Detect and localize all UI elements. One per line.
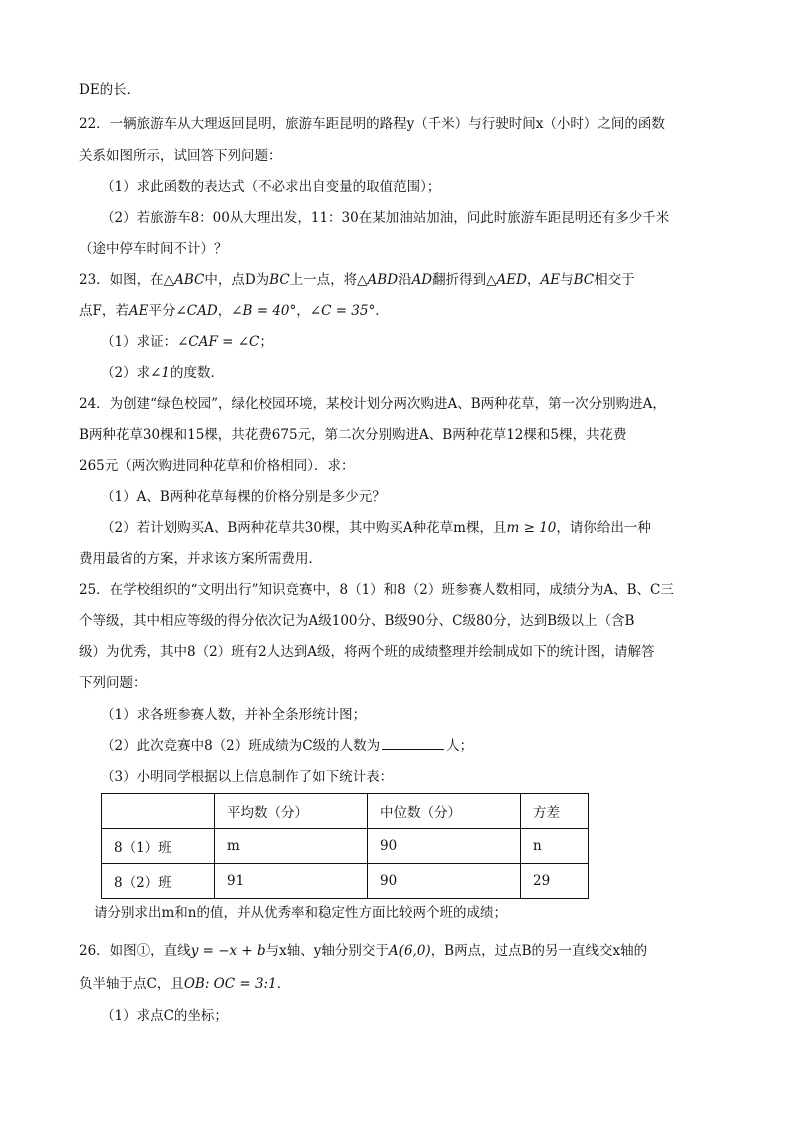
math-expr: ∠B = 40° bbox=[231, 303, 297, 319]
subquestion: （1）求点C的坐标； bbox=[101, 1008, 228, 1024]
text-line: 下列问题： bbox=[79, 675, 147, 691]
question-22: 22．一辆旅游车从大理返回昆明，旅游车距昆明的路程y（千米）与行驶时间x（小时）之间的函数 bbox=[79, 116, 665, 132]
math-expr: m ≥ 10 bbox=[506, 520, 557, 536]
answer-blank bbox=[382, 736, 444, 750]
math-expr: ∠CAD bbox=[175, 303, 218, 319]
question-26 bbox=[79, 941, 647, 961]
table-cell: 91 bbox=[215, 864, 368, 899]
subquestion bbox=[101, 363, 224, 383]
text: （1）求证： bbox=[101, 334, 178, 350]
math-expr: ∠1 bbox=[150, 365, 170, 381]
math-expr: △ABC bbox=[163, 272, 205, 288]
text-line bbox=[79, 974, 290, 994]
table-row bbox=[102, 864, 589, 899]
text: 翻折得到 bbox=[432, 272, 487, 288]
subquestion bbox=[101, 332, 273, 352]
table-cell: 8（1）班 bbox=[102, 829, 215, 864]
subquestion: （1）求此函数的表达式（不必求出自变量的取值范围）； bbox=[101, 179, 441, 195]
math-expr: ∠CAF = ∠C bbox=[177, 334, 260, 350]
text: 相交于 bbox=[594, 272, 635, 288]
text: 沿 bbox=[398, 272, 412, 288]
text: （2）此次竞赛中8（2）班成绩为C级的人数为 bbox=[101, 738, 381, 754]
math-expr: AE bbox=[128, 303, 149, 319]
table-header bbox=[102, 794, 215, 829]
text: ； bbox=[259, 334, 273, 350]
text: ， bbox=[526, 272, 541, 288]
text: 23．如图，在 bbox=[79, 272, 164, 288]
math-expr: OB: OC = 3:1 bbox=[183, 976, 277, 992]
math-expr: BC bbox=[573, 272, 595, 288]
math-expr: A(6,0) bbox=[388, 943, 431, 959]
text: 26．如图①，直线 bbox=[79, 943, 191, 959]
text-line: B两种花草30棵和15棵，共花费675元，第二次分别购进A、B两种花草12棵和5棵，共花费 bbox=[79, 427, 627, 443]
text: 与 bbox=[560, 272, 574, 288]
text-line: DE的长． bbox=[79, 82, 141, 98]
subquestion bbox=[101, 518, 651, 538]
text-line: （途中停车时间不计）？ bbox=[79, 241, 228, 257]
text-line: 请分别求出m和n的值，并从优秀率和稳定性方面比较两个班的成绩； bbox=[94, 905, 507, 921]
text: 与x轴、y轴分别交于 bbox=[265, 943, 389, 959]
table-cell: m bbox=[215, 829, 368, 864]
question-25: 25．在学校组织的“文明出行”知识竞赛中，8（1）和8（2）班参赛人数相同，成绩分为A、B、C三 bbox=[79, 582, 674, 598]
text: ， bbox=[296, 303, 310, 319]
table-header-row bbox=[102, 794, 589, 829]
text-line bbox=[79, 301, 389, 321]
math-expr: BC bbox=[269, 272, 290, 288]
math-expr: △ABD bbox=[357, 272, 399, 288]
text: （2）若计划购买A、B两种花草共30棵，其中购买A种花草m棵，且 bbox=[101, 520, 507, 536]
text: ． bbox=[375, 303, 389, 319]
text: 中，点D为 bbox=[204, 272, 270, 288]
table-cell: 29 bbox=[521, 864, 589, 899]
table-header: 中位数（分） bbox=[368, 794, 521, 829]
text: 点F，若 bbox=[79, 303, 129, 319]
text-line: 个等级，其中相应等级的得分依次记为A级100分、B级90分、C级80分，达到B级以上（含B bbox=[79, 613, 635, 629]
text: ，B两点，过点B的另一直线交x轴的 bbox=[430, 943, 648, 959]
text: （2）求 bbox=[101, 365, 151, 381]
math-expr: AE bbox=[540, 272, 561, 288]
table-cell: 90 bbox=[368, 829, 521, 864]
text-line: 费用最省的方案，并求该方案所需费用． bbox=[79, 551, 322, 567]
text: 人； bbox=[446, 738, 474, 754]
table-cell: 8（2）班 bbox=[102, 864, 215, 899]
math-expr: AD bbox=[411, 272, 433, 288]
math-expr: ∠C = 35° bbox=[309, 303, 376, 319]
table-row bbox=[102, 829, 589, 864]
statistics-table bbox=[101, 793, 589, 899]
subquestion: （2）若旅游车8：00从大理出发，11：30在某加油站加油，问此时旅游车距昆明还有多少千米 bbox=[101, 210, 670, 226]
table-header: 方差 bbox=[521, 794, 589, 829]
text: ， bbox=[217, 303, 232, 319]
text-line: 关系如图所示，试回答下列问题： bbox=[79, 148, 282, 164]
question-23 bbox=[79, 270, 635, 290]
text: 负半轴于点C，且 bbox=[79, 976, 184, 992]
question-24: 24．为创建“绿色校园”，绿化校园环境，某校计划分两次购进A、B两种花草，第一次分别购进A， bbox=[79, 396, 666, 412]
subquestion: （1）求各班参赛人数，并补全条形统计图； bbox=[101, 707, 367, 723]
table-cell: 90 bbox=[368, 864, 521, 899]
text: 的度数． bbox=[170, 365, 224, 381]
text: 平分 bbox=[148, 303, 176, 319]
subquestion: （3）小明同学根据以上信息制作了如下统计表： bbox=[101, 769, 394, 785]
text-line: 265元（两次购进同种花草和价格相同）．求： bbox=[79, 458, 355, 474]
subquestion: （1）A、B两种花草每棵的价格分别是多少元？ bbox=[101, 489, 386, 505]
subquestion bbox=[101, 736, 473, 756]
text: 上一点，将 bbox=[289, 272, 358, 288]
text: ，请你给出一种 bbox=[556, 520, 651, 536]
table-cell: n bbox=[521, 829, 589, 864]
text: ． bbox=[276, 976, 291, 992]
table-header: 平均数（分） bbox=[215, 794, 368, 829]
text-line: 级）为优秀，其中8（2）班有2人达到A级，将两个班的成绩整理并绘制成如下的统计图，请解答 bbox=[79, 644, 655, 660]
math-expr: △AED bbox=[486, 272, 527, 288]
math-expr: y = −x + b bbox=[190, 943, 266, 959]
